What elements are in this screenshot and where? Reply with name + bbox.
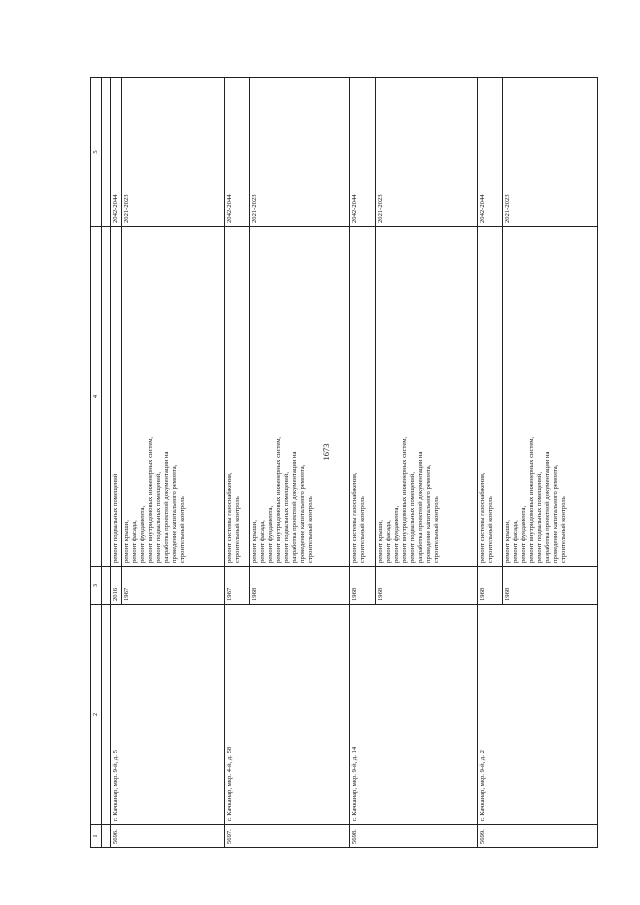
- spacer-cell: [102, 825, 111, 848]
- header-col-1: 1: [91, 825, 102, 848]
- period-cell: 2021-2023: [503, 78, 598, 227]
- address-cell: г. Качканар, мкр. 9-й, д. 2: [478, 605, 598, 825]
- address-cell: г. Качканар, мкр. 4-й, д. 58: [225, 605, 350, 825]
- year-cell: 1968: [250, 567, 350, 605]
- works-cell: ремонт системы газоснабжения, строительный контроль: [478, 227, 503, 567]
- period-cell: 2042-2044: [478, 78, 503, 227]
- table-row: [350, 78, 376, 848]
- row-number: 5697.: [225, 825, 350, 848]
- year-cell: 1968: [376, 567, 478, 605]
- period-cell: 2021-2023: [250, 78, 350, 227]
- spacer-cell: [102, 78, 111, 227]
- row-number: 5699.: [478, 825, 598, 848]
- year-cell: 1968: [478, 567, 503, 605]
- spacer-cell: [102, 227, 111, 567]
- address-cell: г. Качканар, мкр. 9-й, д. 14: [350, 605, 478, 825]
- period-cell: 2042-2044: [225, 78, 250, 227]
- year-cell: 1968: [503, 567, 598, 605]
- table-row: [478, 78, 503, 848]
- year-cell: 2016: [111, 567, 122, 605]
- spacer-cell: [102, 605, 111, 825]
- works-cell: ремонт подвальных помещений: [111, 227, 122, 567]
- year-cell: 1967: [122, 567, 225, 605]
- works-cell: ремонт крыши, ремонт фасада, ремонт фундамента, ремонт внутридомовых инженерных систем, ремонт подвальных помещений, разработка проектной документации на проведение капитального ремонта, строительный контроль: [122, 227, 225, 567]
- page-number: 1673: [321, 443, 331, 461]
- works-cell: ремонт системы газоснабжения, строительный контроль: [350, 227, 376, 567]
- rotated-page: [90, 78, 588, 848]
- works-cell: ремонт крыши, ремонт фасада, ремонт фундамента, ремонт внутридомовых инженерных систем, ремонт подвальных помещений, разработка проектной документации на проведение капитального ремонта, строительный контроль: [376, 227, 478, 567]
- spacer-row: [102, 78, 111, 848]
- header-row: [91, 78, 102, 848]
- period-cell: 2042-2044: [350, 78, 376, 227]
- table-row: [111, 78, 122, 848]
- header-col-4: 4: [91, 227, 102, 567]
- address-cell: г. Качканар, мкр. 9-й, д. 5: [111, 605, 225, 825]
- year-cell: 1968: [350, 567, 376, 605]
- row-number: 5696.: [111, 825, 225, 848]
- period-cell: 2042-2044: [111, 78, 122, 227]
- spacer-cell: [102, 567, 111, 605]
- header-col-2: 2: [91, 605, 102, 825]
- header-col-5: 5: [91, 78, 102, 227]
- row-number: 5698.: [350, 825, 478, 848]
- table-row: [225, 78, 250, 848]
- header-col-3: 3: [91, 567, 102, 605]
- works-cell: ремонт крыши, ремонт фасада, ремонт фундамента, ремонт внутридомовых инженерных систем, ремонт подвальных помещений, разработка проектной документации на проведение капитального ремонта, строительный контроль: [503, 227, 598, 567]
- repair-schedule-table: [90, 77, 598, 848]
- year-cell: 1967: [225, 567, 250, 605]
- works-cell: ремонт системы газоснабжения, строительный контроль: [225, 227, 250, 567]
- period-cell: 2021-2023: [122, 78, 225, 227]
- works-cell: ремонт крыши, ремонт фасада, ремонт фундамента, ремонт внутридомовых инженерных систем, ремонт подвальных помещений, разработка проектной документации на проведение капитального ремонта, строительный контроль: [250, 227, 350, 567]
- period-cell: 2021-2023: [376, 78, 478, 227]
